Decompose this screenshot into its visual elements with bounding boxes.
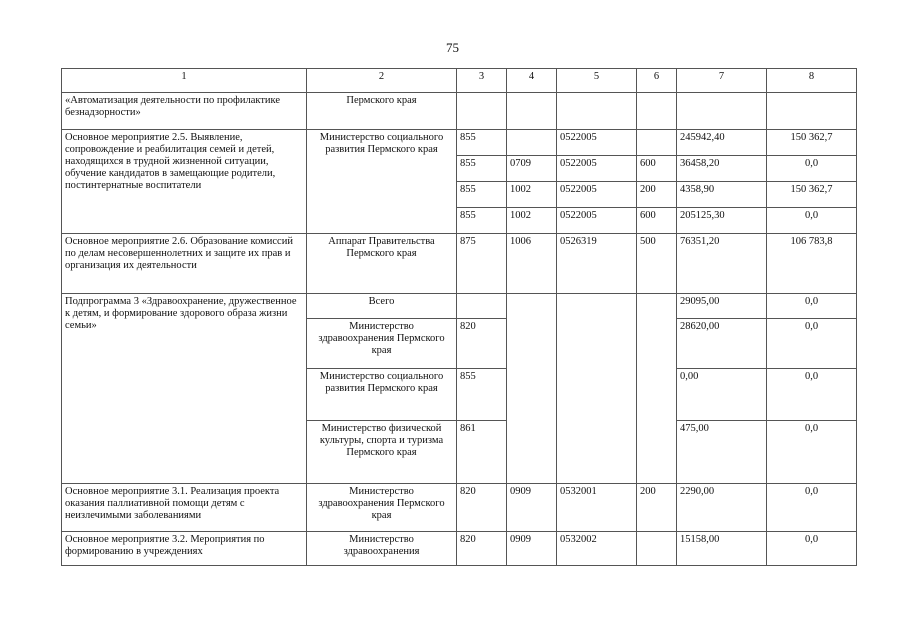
code-cell: 820 — [457, 484, 507, 532]
amount-cell: 0,0 — [767, 532, 857, 566]
amount-cell: 76351,20 — [677, 234, 767, 294]
table-row — [62, 484, 857, 532]
code-cell: 855 — [457, 156, 507, 182]
amount-cell: 15158,00 — [677, 532, 767, 566]
empty-cell — [767, 93, 857, 130]
executor-cell: Министерство социального развития Пермского края — [307, 130, 457, 234]
table-row — [62, 130, 857, 156]
empty-cell — [457, 93, 507, 130]
code-cell: 600 — [637, 208, 677, 234]
amount-cell: 36458,20 — [677, 156, 767, 182]
table-row — [62, 93, 857, 130]
amount-cell: 106 783,8 — [767, 234, 857, 294]
page-number: 75 — [446, 40, 459, 55]
code-cell: 0532002 — [557, 532, 637, 566]
budget-table — [61, 68, 857, 566]
empty-cell — [557, 294, 637, 484]
executor-cell: Министерство здравоохранения Пермского края — [307, 319, 457, 369]
code-cell — [637, 130, 677, 156]
code-cell: 0522005 — [557, 156, 637, 182]
code-cell: 861 — [457, 421, 507, 484]
empty-cell — [677, 93, 767, 130]
amount-cell: 0,0 — [767, 156, 857, 182]
amount-cell: 0,00 — [677, 369, 767, 421]
empty-cell — [507, 93, 557, 130]
code-cell: 820 — [457, 319, 507, 369]
code-cell: 1006 — [507, 234, 557, 294]
code-cell: 200 — [637, 182, 677, 208]
header-cell: 8 — [767, 69, 857, 93]
amount-cell: 150 362,7 — [767, 130, 857, 156]
amount-cell: 0,0 — [767, 208, 857, 234]
amount-cell: 475,00 — [677, 421, 767, 484]
activity-name-cell: Основное мероприятие 3.1. Реализация проекта оказания паллиативной помощи детям с неизлечимыми заболеваниями — [62, 484, 307, 532]
header-cell: 6 — [637, 69, 677, 93]
table-row — [62, 532, 857, 566]
table-row — [62, 294, 857, 319]
amount-cell: 0,0 — [767, 319, 857, 369]
code-cell: 200 — [637, 484, 677, 532]
code-cell: 600 — [637, 156, 677, 182]
activity-name-cell: «Автоматизация деятельности по профилактике безнадзорности» — [62, 93, 307, 130]
amount-cell: 28620,00 — [677, 319, 767, 369]
empty-cell — [507, 294, 557, 484]
code-cell: 0522005 — [557, 182, 637, 208]
amount-cell: 2290,00 — [677, 484, 767, 532]
empty-cell — [557, 93, 637, 130]
executor-cell: Министерство здравоохранения — [307, 532, 457, 566]
code-cell: 0522005 — [557, 130, 637, 156]
amount-cell: 0,0 — [767, 421, 857, 484]
amount-cell: 150 362,7 — [767, 182, 857, 208]
code-cell — [457, 294, 507, 319]
header-cell: 4 — [507, 69, 557, 93]
executor-cell: Министерство здравоохранения Пермского края — [307, 484, 457, 532]
executor-cell: Всего — [307, 294, 457, 319]
amount-cell: 29095,00 — [677, 294, 767, 319]
activity-name-cell: Основное мероприятие 2.6. Образование комиссий по делам несовершеннолетних и защите их прав и организация их деятельности — [62, 234, 307, 294]
code-cell: 855 — [457, 182, 507, 208]
amount-cell: 0,0 — [767, 294, 857, 319]
amount-cell: 205125,30 — [677, 208, 767, 234]
code-cell: 855 — [457, 208, 507, 234]
code-cell: 875 — [457, 234, 507, 294]
code-cell: 500 — [637, 234, 677, 294]
empty-cell — [637, 294, 677, 484]
activity-name-cell: Основное мероприятие 3.2. Мероприятия по формированию в учреждениях — [62, 532, 307, 566]
code-cell: 855 — [457, 130, 507, 156]
amount-cell: 0,0 — [767, 484, 857, 532]
header-cell: 2 — [307, 69, 457, 93]
code-cell — [637, 532, 677, 566]
code-cell: 0909 — [507, 532, 557, 566]
header-cell: 3 — [457, 69, 507, 93]
code-cell: 0532001 — [557, 484, 637, 532]
executor-cell: Министерство физической культуры, спорта и туризма Пермского края — [307, 421, 457, 484]
amount-cell: 245942,40 — [677, 130, 767, 156]
executor-cell: Пермского края — [307, 93, 457, 130]
code-cell: 820 — [457, 532, 507, 566]
code-cell: 0709 — [507, 156, 557, 182]
activity-name-cell: Основное мероприятие 2.5. Выявление, сопровождение и реабилитация семей и детей, находящихся в трудной жизненной ситуации, обучение кандидатов в замещающие родители, постинтернатные воспитатели — [62, 130, 307, 234]
executor-cell: Министерство социального развития Пермского края — [307, 369, 457, 421]
amount-cell: 4358,90 — [677, 182, 767, 208]
header-cell: 1 — [62, 69, 307, 93]
header-row — [62, 69, 857, 93]
amount-cell: 0,0 — [767, 369, 857, 421]
header-cell: 5 — [557, 69, 637, 93]
executor-cell: Аппарат Правительства Пермского края — [307, 234, 457, 294]
code-cell: 0526319 — [557, 234, 637, 294]
table-row — [62, 234, 857, 294]
activity-name-cell: Подпрограмма 3 «Здравоохранение, дружественное к детям, и формирование здорового образа жизни семьи» — [62, 294, 307, 484]
code-cell: 1002 — [507, 208, 557, 234]
code-cell — [507, 130, 557, 156]
code-cell: 1002 — [507, 182, 557, 208]
header-cell: 7 — [677, 69, 767, 93]
code-cell: 0522005 — [557, 208, 637, 234]
code-cell: 0909 — [507, 484, 557, 532]
empty-cell — [637, 93, 677, 130]
code-cell: 855 — [457, 369, 507, 421]
